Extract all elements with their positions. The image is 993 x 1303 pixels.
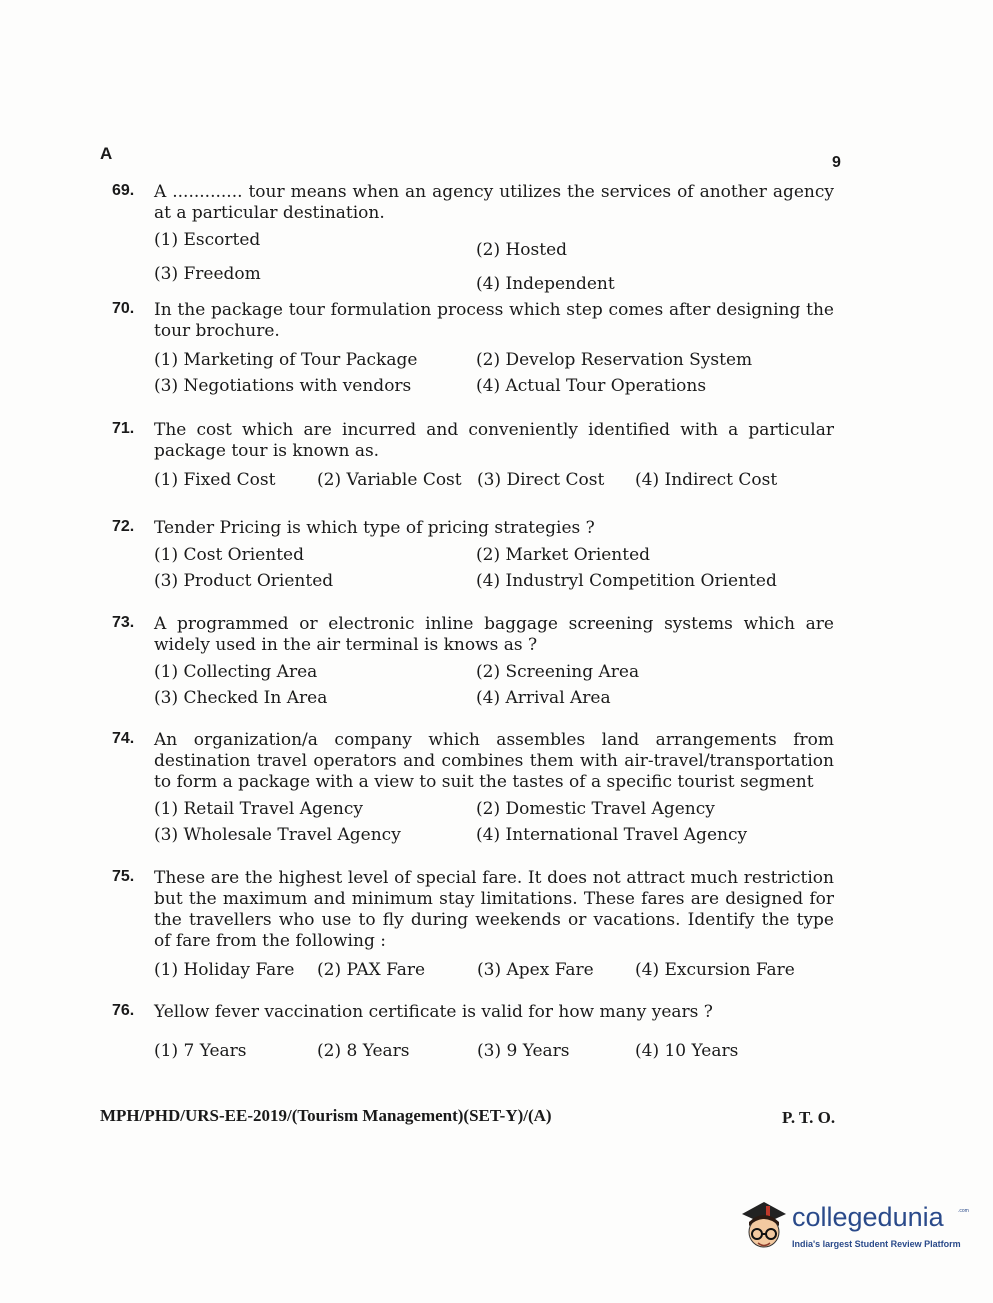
option-2: (2) Variable Cost <box>317 470 462 490</box>
option-4: (4) 10 Years <box>635 1041 739 1061</box>
question-text: A ............. tour means when an agency utilizes the services of another agency at a particular destination. <box>154 182 834 223</box>
option-3: (3) Checked In Area <box>154 688 328 708</box>
question-number: 74. <box>112 730 135 747</box>
question-text: These are the highest level of special fare. It does not attract much restriction but the maximum and minimum stay limitations. These fares are designed for the travellers who use to fly during weekends or vacations. Identify the type of fare from the following : <box>154 868 834 951</box>
option-4: (4) Industryl Competition Oriented <box>476 571 777 591</box>
option-1: (1) Collecting Area <box>154 662 318 682</box>
pto-label: P. T. O. <box>782 1108 836 1127</box>
option-3: (3) Freedom <box>154 264 261 284</box>
question-72 <box>112 518 834 591</box>
option-3: (3) Apex Fare <box>477 960 594 980</box>
option-2: (2) Develop Reservation System <box>476 350 753 370</box>
option-4: (4) Indirect Cost <box>635 470 778 490</box>
option-4: (4) International Travel Agency <box>476 825 748 845</box>
option-3: (3) Wholesale Travel Agency <box>154 825 401 845</box>
option-2: (2) Hosted <box>476 240 568 260</box>
page-number: 9 <box>832 154 841 171</box>
question-number: 76. <box>112 1002 135 1019</box>
set-letter: A <box>100 144 113 163</box>
question-69 <box>112 182 834 294</box>
option-3: (3) Product Oriented <box>154 571 334 591</box>
option-1: (1) 7 Years <box>154 1041 247 1061</box>
question-71 <box>112 420 834 490</box>
question-number: 75. <box>112 868 135 885</box>
question-73 <box>112 614 834 708</box>
brand-tagline: India's largest Student Review Platform <box>792 1239 961 1249</box>
question-70 <box>112 300 834 396</box>
question-74 <box>112 730 834 845</box>
question-text: Tender Pricing is which type of pricing strategies ? <box>154 518 595 538</box>
question-number: 71. <box>112 420 135 437</box>
question-text: A programmed or electronic inline baggage screening systems which are widely used in the air terminal is knows as ? <box>154 614 834 655</box>
question-number: 69. <box>112 182 135 199</box>
option-4: (4) Actual Tour Operations <box>476 376 707 396</box>
question-number: 72. <box>112 518 135 535</box>
option-1: (1) Cost Oriented <box>154 545 304 565</box>
question-number: 70. <box>112 300 135 317</box>
option-2: (2) PAX Fare <box>317 960 426 980</box>
option-1: (1) Holiday Fare <box>154 960 295 980</box>
option-2: (2) 8 Years <box>317 1041 410 1061</box>
option-4: (4) Arrival Area <box>476 688 611 708</box>
brand-com: .com <box>958 1208 969 1214</box>
option-2: (2) Market Oriented <box>476 545 651 565</box>
question-number: 73. <box>112 614 135 631</box>
option-1: (1) Marketing of Tour Package <box>154 350 418 370</box>
mascot-icon <box>736 1196 792 1256</box>
question-text: In the package tour formulation process which step comes after designing the tour brochure. <box>154 300 834 341</box>
question-text: An organization/a company which assembles land arrangements from destination travel operators and combines them with air-travel/transportation to form a package with a view to suit the tastes of a specific tourist segment <box>154 730 834 792</box>
question-text: Yellow fever vaccination certificate is valid for how many years ? <box>154 1002 713 1022</box>
option-3: (3) 9 Years <box>477 1041 570 1061</box>
question-text: The cost which are incurred and conveniently identified with a particular package tour is known as. <box>154 420 834 461</box>
option-1: (1) Retail Travel Agency <box>154 799 363 819</box>
option-3: (3) Negotiations with vendors <box>154 376 412 396</box>
option-4: (4) Excursion Fare <box>635 960 795 980</box>
brand-name: collegedunia <box>792 1202 944 1232</box>
option-4: (4) Independent <box>476 274 615 294</box>
paper-code: MPH/PHD/URS-EE-2019/(Tourism Management)(SET-Y)/(A) <box>100 1106 552 1125</box>
option-2: (2) Screening Area <box>476 662 640 682</box>
option-1: (1) Escorted <box>154 230 261 250</box>
question-76 <box>112 1002 834 1061</box>
option-1: (1) Fixed Cost <box>154 470 276 490</box>
collegedunia-watermark <box>736 1196 969 1260</box>
option-2: (2) Domestic Travel Agency <box>476 799 715 819</box>
option-3: (3) Direct Cost <box>477 470 605 490</box>
question-75 <box>112 868 834 980</box>
